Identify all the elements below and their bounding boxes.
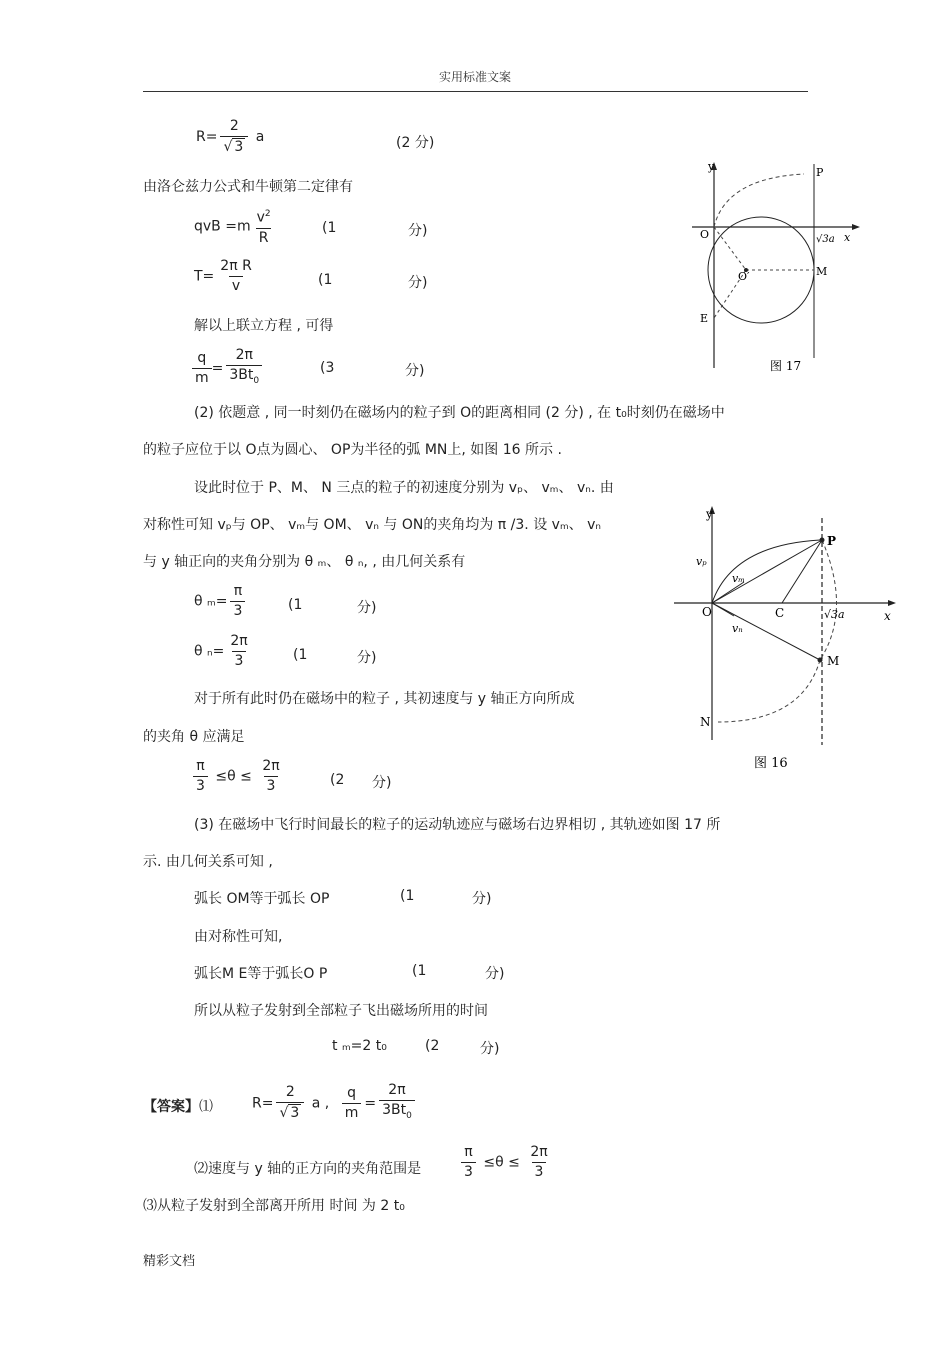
numerator: q <box>197 349 207 366</box>
label-o-prime: O′ <box>738 270 750 283</box>
eq-lhs: θ ₘ= <box>194 593 228 610</box>
text-solve: 解以上联立方程 , 可得 <box>194 318 334 334</box>
para2-line1: (2) 依题意 , 同一时刻仍在磁场内的粒子到 O的距离相同 (2 分) , 在 t₀时刻仍在磁场中 <box>194 405 725 421</box>
equation-radius <box>196 118 264 156</box>
fraction-high <box>259 758 282 795</box>
score-theta-m-b: 分) <box>357 600 377 616</box>
answer-part1 <box>252 1082 418 1125</box>
answer-part3: ⑶从粒子发射到全部离开所用 时间 为 2 t₀ <box>143 1198 405 1214</box>
denominator: 3 <box>193 776 208 795</box>
denominator: m <box>342 1103 362 1122</box>
para3-line2: 对称性可知 vₚ与 OP、 vₘ与 OM、 vₙ 与 ON的夹角均为 π /3. 设 vₘ、 vₙ <box>143 517 601 533</box>
fraction <box>230 583 245 620</box>
figure-16-diagram <box>662 500 908 785</box>
eq-lhs: R= <box>252 1095 274 1112</box>
fraction <box>276 1084 304 1122</box>
denominator <box>226 365 262 390</box>
numerator: 2π <box>530 1144 548 1160</box>
equation-period <box>194 258 258 295</box>
denominator: √ 3 <box>220 136 248 156</box>
time-line: 所以从粒子发射到全部粒子飞出磁场所用的时间 <box>194 1003 488 1019</box>
score-qm-b: 分) <box>405 363 425 379</box>
numerator: 2 <box>285 1084 295 1101</box>
figure-caption: 图 16 <box>754 756 788 771</box>
numerator: 2π <box>262 758 280 774</box>
answer-label <box>143 1096 213 1116</box>
label-vm: vₘ <box>732 572 745 585</box>
label-e: E <box>700 312 709 325</box>
label-vn: vₙ <box>732 622 743 635</box>
num-base: v <box>256 209 265 226</box>
para3-line1: 设此时位于 P、M、 N 三点的粒子的初速度分别为 vₚ、 vₘ、 vₙ. 由 <box>194 480 614 496</box>
equation-qvb <box>194 206 277 247</box>
para5-line2: 示. 由几何关系可知 , <box>143 854 273 870</box>
fraction <box>254 206 274 247</box>
score-theta-m-a: (1 <box>288 597 303 613</box>
numerator: π <box>196 758 205 774</box>
equation-theta-n <box>194 633 254 670</box>
score-tm-b: 分) <box>480 1041 500 1057</box>
eq-lhs: qvB =m <box>194 218 251 235</box>
score-ineq-b: 分) <box>372 775 392 791</box>
point-p <box>820 538 825 543</box>
answer-part2-ineq <box>458 1144 554 1181</box>
score-qvb-b: 分) <box>408 223 428 239</box>
score-theta-n-a: (1 <box>293 647 308 663</box>
radius-o <box>714 227 746 270</box>
numerator: 2π <box>230 633 248 649</box>
denominator: v <box>229 276 243 295</box>
den-sub: 0 <box>253 375 260 386</box>
den-base: 3Bt <box>229 367 254 383</box>
radicand: 3 <box>290 1105 300 1122</box>
fraction-low <box>461 1144 476 1181</box>
ineq-mid: ≤θ ≤ <box>215 768 252 785</box>
score-arc1-b: 分) <box>472 891 492 907</box>
para4-line2: 的夹角 θ 应满足 <box>143 729 245 745</box>
line-om <box>712 603 820 660</box>
label-sqrt3a: √3a <box>824 608 845 621</box>
label-p: P <box>827 534 837 548</box>
figure-17-diagram <box>686 158 864 380</box>
score-radius: (2 分) <box>396 135 435 151</box>
score-tm-a: (2 <box>425 1038 440 1054</box>
answer-part2-text: ⑵速度与 y 轴的正方向的夹角范围是 <box>194 1161 422 1177</box>
eq-lhs: θ ₙ= <box>194 643 225 660</box>
denominator: 3 <box>230 601 245 620</box>
eq-suffix: a <box>255 129 265 145</box>
fraction-qm <box>342 1085 362 1122</box>
equation-tm: t ₘ=2 t₀ <box>332 1038 387 1054</box>
num-sup: 2 <box>264 209 271 219</box>
label-o: O <box>700 228 710 241</box>
score-theta-n-b: 分) <box>357 650 377 666</box>
den-base: 3Bt <box>382 1102 407 1118</box>
label-vp: vₚ <box>696 555 707 568</box>
score-period-b: 分) <box>408 275 428 291</box>
numerator: q <box>347 1084 356 1101</box>
denominator: R <box>256 228 272 247</box>
denominator: 3 <box>532 1162 547 1181</box>
x-axis-arrow-icon <box>888 600 896 606</box>
inequality-theta <box>190 758 286 795</box>
arc-op <box>714 174 804 227</box>
vector-vn <box>712 603 734 616</box>
score-period-a: (1 <box>318 272 333 288</box>
score-arc2-a: (1 <box>412 963 427 979</box>
page-header: 实用标准文案 <box>438 70 511 84</box>
numerator: 2π R <box>220 258 252 274</box>
numerator: π <box>464 1144 473 1160</box>
label-n: N <box>700 715 711 729</box>
den-sub: 0 <box>406 1110 412 1121</box>
score-ineq-a: (2 <box>330 772 345 788</box>
numerator: 2π <box>388 1082 406 1098</box>
numerator: π <box>233 583 243 599</box>
fraction <box>226 347 262 390</box>
fraction-high <box>527 1144 550 1181</box>
para2-line2: 的粒子应位于以 O点为圆心、 OP为半径的弧 MN上, 如图 16 所示 . <box>143 442 562 458</box>
para4-line1: 对于所有此时仍在磁场中的粒子 , 其初速度与 y 轴正方向所成 <box>194 691 575 707</box>
fraction-qm <box>192 350 212 387</box>
score-arc1-a: (1 <box>400 888 415 904</box>
answer-heading: 【答案】 <box>143 1099 199 1115</box>
line-cp <box>782 540 822 603</box>
label-m: M <box>816 265 828 278</box>
score-qvb-a: (1 <box>322 220 337 236</box>
figure-17 <box>686 158 864 380</box>
arc-line-2: 弧长M E等于弧长O P <box>194 966 328 982</box>
symmetry-line: 由对称性可知, <box>194 929 283 945</box>
header-rule <box>143 91 808 92</box>
equals: = <box>211 360 224 377</box>
equation-qm <box>192 347 265 390</box>
x-axis-arrow-icon <box>852 224 860 230</box>
page-footer: 精彩文档 <box>143 1254 196 1269</box>
equals: = <box>364 1095 377 1112</box>
label-m: M <box>827 654 840 668</box>
label-x: x <box>844 231 851 244</box>
label-p: P <box>816 166 824 179</box>
fraction <box>220 118 248 156</box>
text-lorentz: 由洛仑兹力公式和牛顿第二定律有 <box>143 179 353 195</box>
denominator: m <box>192 368 212 387</box>
fraction <box>227 633 250 670</box>
label-y: y <box>708 160 715 173</box>
equation-theta-m <box>194 583 248 620</box>
denominator: 3 <box>461 1162 476 1181</box>
fraction-low <box>193 758 208 795</box>
eq-suffix: a , <box>311 1095 330 1112</box>
denominator: √ 3 <box>276 1102 304 1122</box>
point-m <box>818 658 823 663</box>
answer-part1-marker: ⑴ <box>199 1099 213 1115</box>
score-arc2-b: 分) <box>485 966 505 982</box>
figure-caption: 图 17 <box>770 359 802 373</box>
arc-line-1: 弧长 OM等于弧长 OP <box>194 891 330 907</box>
fraction <box>217 258 255 295</box>
denominator: 3 <box>264 776 279 795</box>
ineq-mid: ≤θ ≤ <box>483 1154 520 1171</box>
radicand: 3 <box>234 139 244 155</box>
label-x: x <box>884 609 891 623</box>
label-c: C <box>775 606 785 620</box>
eq-lhs: R= <box>196 129 218 145</box>
para5-line1: (3) 在磁场中飞行时间最长的粒子的运动轨迹应与磁场右边界相切 , 其轨迹如图 17 所 <box>194 817 721 833</box>
label-y: y <box>706 507 713 521</box>
score-qm-a: (3 <box>320 360 335 376</box>
numerator <box>254 206 274 228</box>
arc-mn <box>718 660 820 722</box>
numerator: 2π <box>235 347 253 363</box>
eq-lhs: T= <box>194 268 215 285</box>
numerator: 2 <box>229 118 239 134</box>
para3-line3: 与 y 轴正向的夹角分别为 θ ₘ、 θ ₙ, , 由几何关系有 <box>143 554 466 570</box>
denominator: 3 <box>232 651 247 670</box>
fraction <box>379 1082 415 1125</box>
denominator <box>379 1100 415 1125</box>
figure-16 <box>662 500 908 785</box>
label-sqrt3a: √3a <box>816 234 835 245</box>
label-o: O <box>702 605 712 619</box>
